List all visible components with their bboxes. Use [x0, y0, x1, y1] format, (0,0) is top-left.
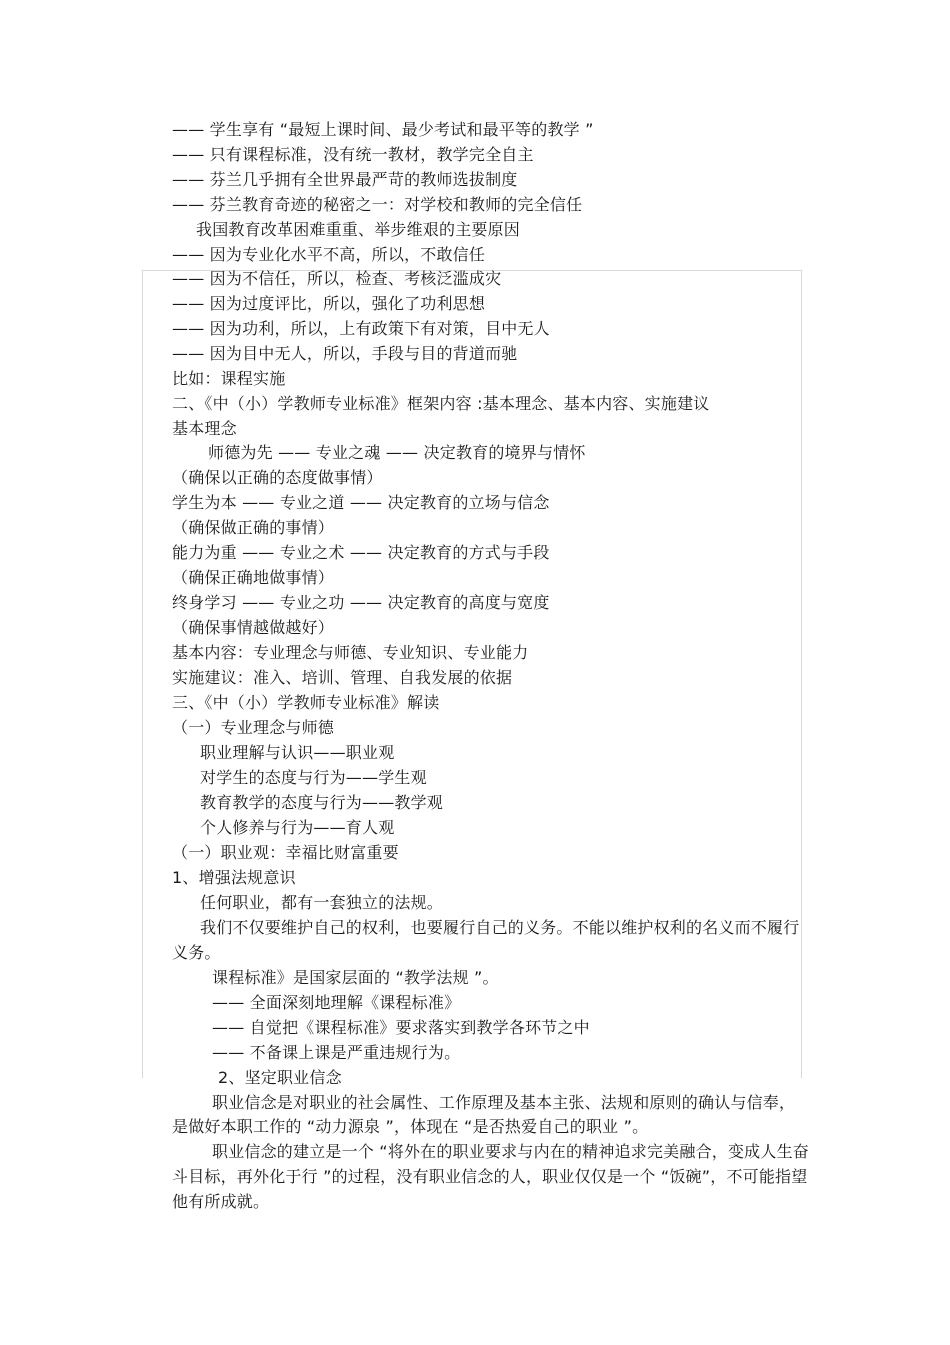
text-line: —— 学生享有 “最短上课时间、最少考试和最平等的教学 ” [172, 120, 594, 139]
text-line: 职业理解与认识——职业观 [200, 743, 395, 762]
text-line: —— 芬兰几乎拥有全世界最严苛的教师选拔制度 [172, 170, 518, 189]
text-line: （确保事情越做越好） [172, 618, 335, 637]
section-heading: 二、《中（小）学教师专业标准》框架内容 :基本理念、基本内容、实施建议 [172, 394, 710, 413]
text-line: 任何职业，都有一套独立的法规。 [200, 893, 444, 912]
text-line: 我们不仅要维护自己的权利，也要履行自己的义务。不能以维护权利的名义而不履行 [200, 918, 800, 937]
item-heading: 2、坚定职业信念 [218, 1068, 342, 1087]
text-line: 实施建议：准入、培训、管理、自我发展的依据 [172, 668, 513, 687]
text-line: —— 因为目中无人，所以，手段与目的背道而驰 [172, 344, 518, 363]
text-line: 比如：课程实施 [172, 369, 286, 388]
text-line: 职业信念是对职业的社会属性、工作原理及基本主张、法规和原则的确认与信奉， [212, 1093, 796, 1112]
text-line: 终身学习 —— 专业之功 —— 决定教育的高度与宽度 [172, 593, 550, 612]
text-line: —— 芬兰教育奇迹的秘密之一：对学校和教师的完全信任 [172, 195, 583, 214]
text-line: —— 自觉把《课程标准》要求落实到教学各环节之中 [212, 1018, 590, 1037]
text-line: 师德为先 —— 专业之魂 —— 决定教育的境界与情怀 [208, 443, 586, 462]
text-line: 对学生的态度与行为——学生观 [200, 768, 427, 787]
text-line: 他有所成就。 [172, 1192, 270, 1211]
text-line: 基本内容：专业理念与师德、专业知识、专业能力 [172, 643, 529, 662]
subsection-heading: （一）职业观：幸福比财富重要 [172, 843, 399, 862]
subsection-heading: （一）专业理念与师德 [172, 718, 335, 737]
text-line: 是做好本职工作的 “动力源泉 ”，体现在 “是否热爱自己的职业 ”。 [172, 1117, 649, 1136]
text-line: 义务。 [172, 943, 221, 962]
section-heading: 三、《中（小）学教师专业标准》解读 [172, 693, 440, 712]
text-line: 基本理念 [172, 419, 237, 438]
text-line: 教育教学的态度与行为——教学观 [200, 793, 444, 812]
text-line: 斗目标，再外化于行 ”的过程，没有职业信念的人，职业仅仅是一个 “饭碗”，不可能指望 [172, 1167, 808, 1186]
text-line: 能力为重 —— 专业之术 —— 决定教育的方式与手段 [172, 543, 550, 562]
text-line: 我国教育改革困难重重、举步维艰的主要原因 [196, 220, 521, 239]
text-line: —— 因为专业化水平不高，所以，不敢信任 [172, 245, 486, 264]
text-line: —— 因为不信任，所以，检查、考核泛滥成灾 [172, 269, 502, 288]
text-line: 课程标准》是国家层面的 “教学法规 ”。 [212, 968, 499, 987]
text-line: —— 只有课程标准，没有统一教材，教学完全自主 [172, 145, 534, 164]
text-line: —— 因为过度评比，所以，强化了功利思想 [172, 294, 486, 313]
text-line: （确保做正确的事情） [172, 518, 335, 537]
text-line: —— 因为功利，所以，上有政策下有对策，目中无人 [172, 319, 550, 338]
text-line: 个人修养与行为——育人观 [200, 818, 395, 837]
text-line: （确保以正确的态度做事情） [172, 468, 383, 487]
text-line: （确保正确地做事情） [172, 568, 335, 587]
text-line: 职业信念的建立是一个 “将外在的职业要求与内在的精神追求完美融合，变成人生奋 [212, 1142, 809, 1161]
item-heading: 1、增强法规意识 [172, 868, 296, 887]
text-line: 学生为本 —— 专业之道 —— 决定教育的立场与信念 [172, 493, 550, 512]
text-line: —— 全面深刻地理解《课程标准》 [212, 993, 461, 1012]
text-line: —— 不备课上课是严重违规行为。 [212, 1043, 461, 1062]
